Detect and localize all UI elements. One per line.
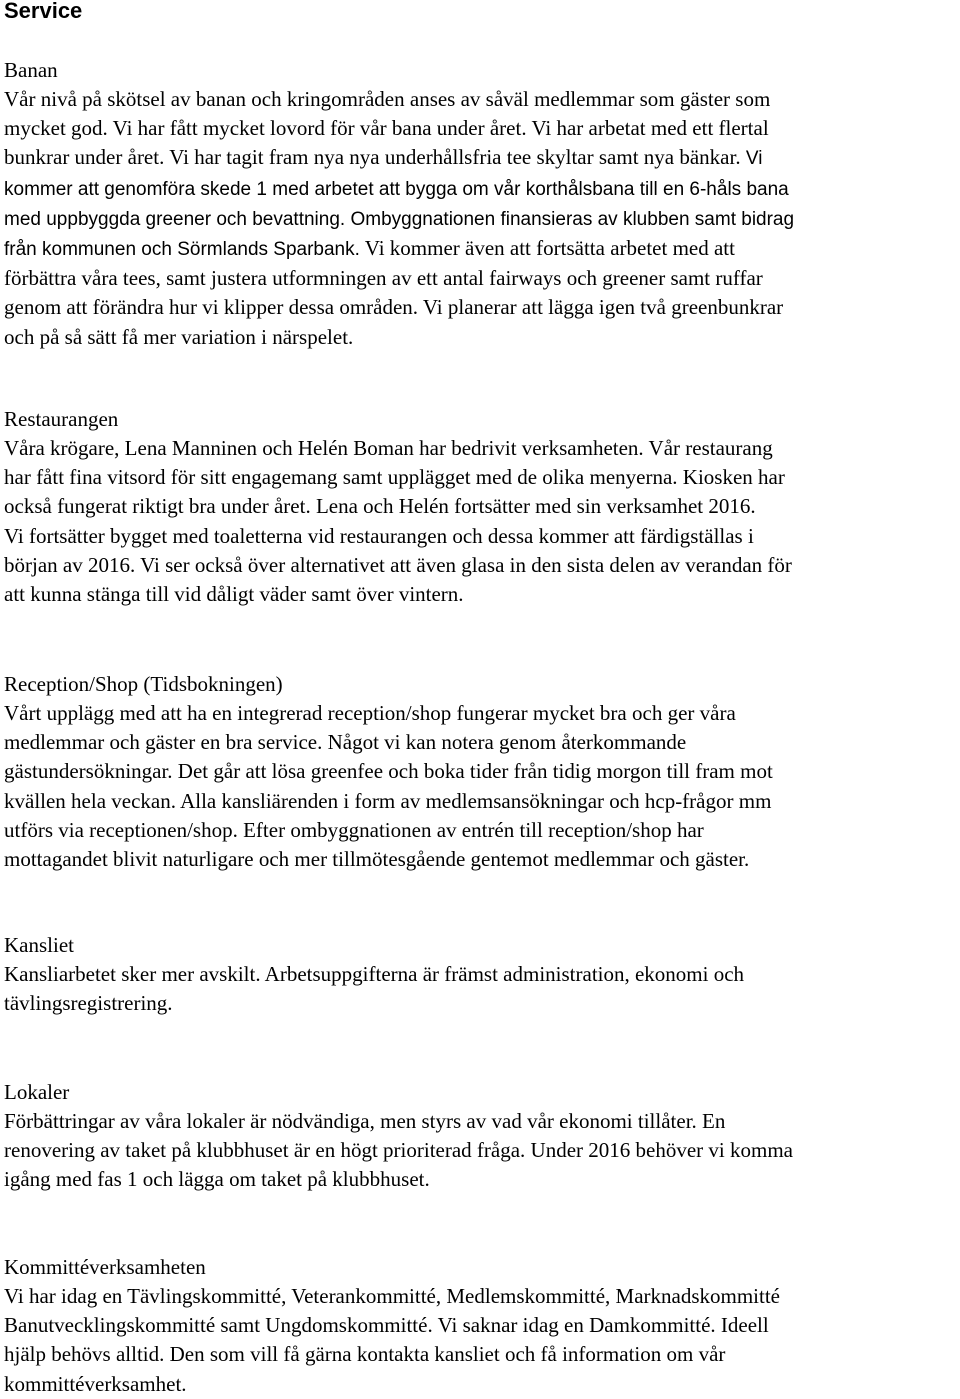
section-banan <box>4 56 960 352</box>
text-run: Vårt upplägg med att ha en integrerad reception/shop fungerar mycket bra och ger våra <box>4 701 736 725</box>
section-kansliet <box>4 931 960 1018</box>
section-paragraph <box>4 699 960 874</box>
text-run: Banutvecklingskommitté samt Ungdomskommitté. Vi saknar idag en Damkommitté. Ideell <box>4 1313 769 1338</box>
text-run: Vi fortsätter bygget med toaletterna vid restaurangen och dessa kommer att färdigställas i <box>4 523 754 548</box>
section-kommitteverksamheten <box>4 1253 960 1399</box>
text-run: bunkrar under året. Vi har tagit fram nya nya underhållsfria tee skyltar samt nya bänkar. <box>4 145 741 170</box>
text-run: Vi kommer även att fortsätta arbetet med att <box>359 236 735 261</box>
paragraph-line <box>4 1340 960 1369</box>
text-run: Förbättringar av våra lokaler är nödvändiga, men styrs av vad vår ekonomi tillåter. En <box>4 1109 726 1133</box>
text-run: kommittéverksamhet. <box>4 1371 187 1396</box>
paragraph-line <box>4 174 960 204</box>
text-run: hjälp behövs alltid. Den som vill få gärna kontakta kansliet och få information om vår <box>4 1342 726 1367</box>
text-run: och på så sätt få mer variation i närspelet. <box>4 324 354 349</box>
paragraph-line <box>4 960 960 989</box>
paragraph-line <box>4 204 960 234</box>
paragraph-line <box>4 1370 960 1399</box>
paragraph-line <box>4 1311 960 1340</box>
text-run: kvällen hela veckan. Alla kansliärenden i form av medlemsansökningar och hcp-frågor mm <box>4 788 772 813</box>
section-paragraph <box>4 434 960 609</box>
paragraph-line <box>4 551 960 580</box>
text-run: genom att förändra hur vi klipper dessa områden. Vi planerar att lägga igen två greenbunkrar <box>4 295 784 320</box>
text-run: mycket god. Vi har fått mycket lovord för vår bana under året. Vi har arbetat med ett flertal <box>4 116 769 141</box>
paragraph-line <box>4 699 960 728</box>
paragraph-line <box>4 757 960 786</box>
text-run: Vi <box>740 148 763 170</box>
paragraph-line <box>4 492 960 521</box>
paragraph-line <box>4 85 960 114</box>
text-run: Våra krögare, Lena Manninen och Helén Boman har bedrivit verksamheten. Vår restaurang <box>4 436 773 460</box>
paragraph-line <box>4 234 960 264</box>
section-reception-shop <box>4 670 960 874</box>
paragraph-line <box>4 1282 960 1311</box>
paragraph-line <box>4 522 960 551</box>
text-run: Kansliarbetet sker mer avskilt. Arbetsuppgifterna är främst administration, ekonomi och <box>4 962 745 986</box>
paragraph-line <box>4 580 960 609</box>
section-heading: Restaurangen <box>4 407 119 431</box>
text-run: renovering av taket på klubbhuset är en högt prioriterad fråga. Under 2016 behöver vi komma <box>4 1138 793 1163</box>
text-run: Vår nivå på skötsel av banan och kringområden anses av såväl medlemmar som gäster som <box>4 87 771 111</box>
text-run: början av 2016. Vi ser också över alternativet att även glasa in den sista delen av verandan för <box>4 552 792 577</box>
paragraph-line <box>4 264 960 293</box>
text-run: tävlingsregistrering. <box>4 991 173 1016</box>
section-heading: Kansliet <box>4 933 74 957</box>
paragraph-line <box>4 787 960 816</box>
paragraph-line <box>4 114 960 143</box>
text-run: igång med fas 1 och lägga om taket på klubbhuset. <box>4 1167 430 1192</box>
paragraph-line <box>4 845 960 874</box>
text-run: förbättra våra tees, samt justera utformningen av ett antal fairways och greener samt ruffar <box>4 266 763 291</box>
text-run: att kunna stänga till vid dåligt väder samt över vintern. <box>4 582 464 607</box>
paragraph-line <box>4 323 960 352</box>
text-run: medlemmar och gäster en bra service. Något vi kan notera genom återkommande <box>4 730 687 755</box>
text-run: utförs via receptionen/shop. Efter ombyggnationen av entrén till reception/shop har <box>4 817 704 842</box>
paragraph-line <box>4 143 960 173</box>
paragraph-line <box>4 434 960 463</box>
text-run: har fått fina vitsord för sitt engagemang samt upplägget med de olika menyerna. Kiosken har <box>4 465 785 490</box>
section-paragraph <box>4 85 960 352</box>
paragraph-line <box>4 463 960 492</box>
section-heading: Banan <box>4 58 58 82</box>
page-title: Service <box>4 0 83 23</box>
paragraph-line <box>4 989 960 1018</box>
text-run: också fungerat riktigt bra under året. Lena och Helén fortsätter med sin verksamhet 2016. <box>4 494 756 519</box>
paragraph-line <box>4 293 960 322</box>
paragraph-line <box>4 1107 960 1136</box>
text-run: från kommunen och Sörmlands Sparbank. <box>4 239 360 261</box>
text-run: gästundersökningar. Det går att lösa greenfee och boka tider från tidig morgon till fram mot <box>4 759 773 784</box>
text-run: med uppbyggda greener och bevattning. Ombyggnationen finansieras av klubben samt bidrag <box>4 208 795 230</box>
section-lokaler <box>4 1078 960 1195</box>
section-heading: Lokaler <box>4 1080 70 1104</box>
text-run: Vi har idag en Tävlingskommitté, Veterankommitté, Medlemskommitté, Marknadskommitté <box>4 1284 780 1308</box>
paragraph-line <box>4 1165 960 1194</box>
section-paragraph <box>4 960 960 1018</box>
section-paragraph <box>4 1282 960 1399</box>
section-heading: Kommittéverksamheten <box>4 1255 206 1279</box>
paragraph-line <box>4 816 960 845</box>
paragraph-line <box>4 1136 960 1165</box>
text-run: mottagandet blivit naturligare och mer tillmötesgående gentemot medlemmar och gäster. <box>4 847 750 872</box>
paragraph-line <box>4 728 960 757</box>
section-heading: Reception/Shop (Tidsbokningen) <box>4 672 283 696</box>
section-restaurangen <box>4 405 960 609</box>
section-paragraph <box>4 1107 960 1195</box>
text-run: kommer att genomföra skede 1 med arbetet att bygga om vår korthålsbana till en 6-håls bana <box>4 178 789 200</box>
